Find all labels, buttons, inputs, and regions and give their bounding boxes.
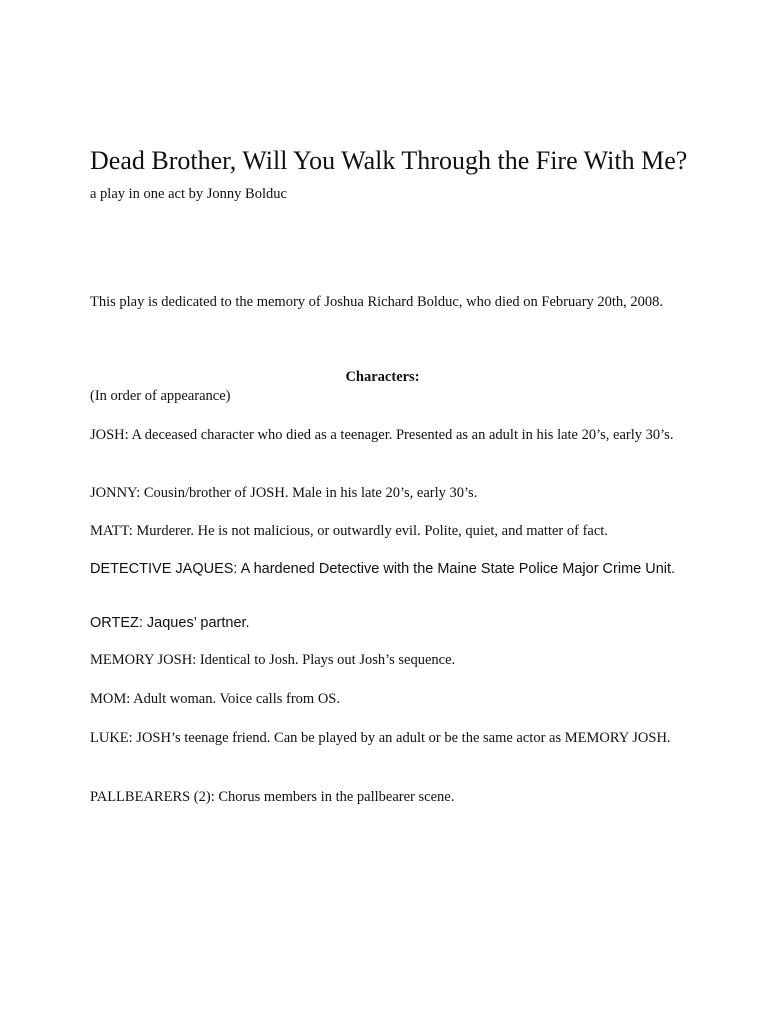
- character-entry-jonny: JONNY: Cousin/brother of JOSH. Male in his late 20’s, early 30’s.: [90, 485, 478, 501]
- dedication-paragraph: This play is dedicated to the memory of Joshua Richard Bolduc, who died on February 20th, 2008.: [90, 294, 664, 310]
- character-entry-memory-josh: MEMORY JOSH: Identical to Josh. Plays out Josh’s sequence.: [90, 652, 456, 668]
- play-title: Dead Brother, Will You Walk Through the Fire With Me?: [90, 146, 688, 175]
- play-byline: a play in one act by Jonny Bolduc: [90, 186, 287, 202]
- character-entry-matt: MATT: Murderer. He is not malicious, or outwardly evil. Polite, quiet, and matter of fact.: [90, 523, 608, 539]
- character-entry-luke: LUKE: JOSH’s teenage friend. Can be played by an adult or be the same actor as MEMORY JOSH.: [90, 730, 671, 746]
- order-of-appearance-note: (In order of appearance): [90, 388, 231, 404]
- character-entry-ortez: ORTEZ: Jaques’ partner.: [90, 615, 250, 631]
- character-entry-detective-jaques: DETECTIVE JAQUES: A hardened Detective with the Maine State Police Major Crime Unit.: [90, 561, 676, 577]
- character-entry-pallbearers: PALLBEARERS (2): Chorus members in the pallbearer scene.: [90, 789, 455, 805]
- characters-heading: Characters:: [345, 369, 420, 385]
- character-entry-josh: JOSH: A deceased character who died as a teenager. Presented as an adult in his late 20’s, early 30’s.: [90, 427, 674, 443]
- character-entry-mom: MOM: Adult woman. Voice calls from OS.: [90, 691, 340, 707]
